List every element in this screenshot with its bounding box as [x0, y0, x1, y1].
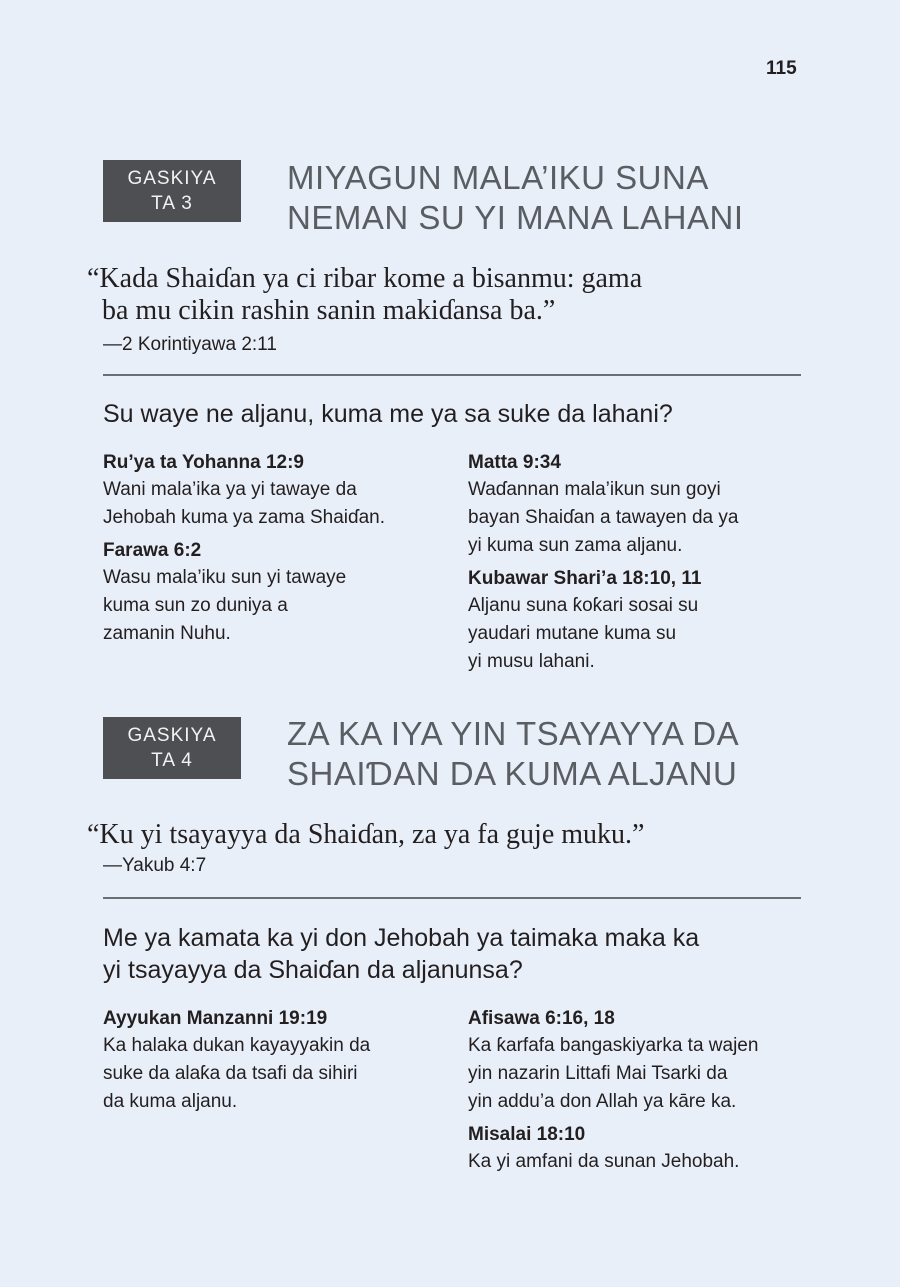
summary-line: bayan Shaiɗan a tawayen da ya: [468, 507, 739, 528]
badge-label: GASKIYA: [127, 168, 217, 189]
summary-line: zamanin Nuhu.: [103, 623, 231, 644]
scripture-reference: [103, 538, 433, 648]
reference-title[interactable]: Farawa 6:2: [103, 540, 202, 561]
study-question: [103, 398, 803, 430]
references-left-column: [103, 1006, 433, 1122]
scripture-reference: [468, 1006, 798, 1116]
reference-summary: [103, 476, 433, 532]
summary-line: Wasu mala’iku sun yi tawaye: [103, 567, 347, 588]
heading-line-2: NEMAN SU YI MANA LAHANI: [287, 199, 744, 236]
reference-title[interactable]: Ayyukan Manzanni 19:19: [103, 1008, 328, 1029]
quote-line-1: “Kada Shaiɗan ya ci ribar kome a bisanmu: gama: [87, 263, 643, 294]
reference-title[interactable]: Kubawar Shari’a 18:10, 11: [468, 568, 702, 589]
reference-title[interactable]: Matta 9:34: [468, 452, 561, 473]
reference-summary: [468, 476, 798, 560]
scripture-reference: [468, 1122, 798, 1176]
quote-citation: —Yakub 4:7: [103, 855, 207, 876]
references-right-column: [468, 1006, 798, 1182]
summary-line: yin nazarin Littafi Mai Tsarki da: [468, 1063, 728, 1084]
reference-title[interactable]: Afisawa 6:16, 18: [468, 1008, 615, 1029]
summary-line: Wani mala’ika ya yi tawaye da: [103, 479, 357, 500]
question-line-1: Su waye ne aljanu, kuma me ya sa suke da lahani?: [103, 400, 673, 428]
section-divider: [103, 897, 801, 899]
reference-summary: [103, 564, 433, 648]
summary-line: Aljanu suna ƙoƙari sosai su: [468, 595, 699, 616]
reference-title[interactable]: Misalai 18:10: [468, 1124, 586, 1145]
question-line-1: Me ya kamata ka yi don Jehobah ya taimaka maka ka: [103, 924, 700, 952]
scripture-reference: [103, 1006, 433, 1116]
summary-line: kuma sun zo duniya a: [103, 595, 288, 616]
reference-summary: [468, 592, 798, 676]
summary-line: suke da alaƙa da tsafi da sihiri: [103, 1063, 358, 1084]
references-right-column: [468, 450, 798, 682]
scripture-quote: [87, 819, 807, 851]
summary-line: da kuma aljanu.: [103, 1091, 238, 1112]
badge-label: GASKIYA: [127, 725, 217, 746]
scripture-quote: [87, 263, 807, 327]
truth-badge: [103, 160, 241, 222]
reference-title[interactable]: Ru’ya ta Yohanna 12:9: [103, 452, 304, 473]
badge-number: TA 4: [151, 750, 193, 771]
scripture-reference: [468, 566, 798, 676]
section-divider: [103, 374, 801, 376]
section-heading: [287, 714, 739, 794]
summary-line: Ka halaka dukan kayayyakin da: [103, 1035, 371, 1056]
references-left-column: [103, 450, 433, 654]
question-line-2: yi tsayayya da Shaiɗan da aljanunsa?: [103, 956, 523, 984]
scripture-reference: [468, 450, 798, 560]
quote-line-1: “Ku yi tsayayya da Shaiɗan, za ya fa guje muku.”: [87, 819, 645, 850]
reference-summary: [103, 1032, 433, 1116]
page-number: 115: [766, 58, 797, 79]
reference-summary: [468, 1032, 798, 1116]
summary-line: Jehobah kuma ya zama Shaiɗan.: [103, 507, 386, 528]
badge-number: TA 3: [151, 193, 193, 214]
heading-line-1: MIYAGUN MALA’IKU SUNA: [287, 159, 709, 196]
summary-line: Ka ƙarfafa bangaskiyarka ta wajen: [468, 1035, 759, 1056]
summary-line: yi musu lahani.: [468, 651, 595, 672]
heading-line-2: SHAIƊAN DA KUMA ALJANU: [287, 755, 738, 792]
summary-line: yin addu’a don Allah ya kāre ka.: [468, 1091, 737, 1112]
study-question: [103, 922, 803, 986]
summary-line: Waɗannan mala’ikun sun goyi: [468, 479, 721, 500]
heading-line-1: ZA KA IYA YIN TSAYAYYA DA: [287, 715, 740, 752]
quote-line-2: ba mu cikin rashin sanin makiɗansa ba.”: [102, 295, 556, 326]
summary-line: Ka yi amfani da sunan Jehobah.: [468, 1151, 740, 1172]
truth-badge: [103, 717, 241, 779]
quote-citation: —2 Korintiyawa 2:11: [103, 334, 277, 355]
section-heading: [287, 158, 744, 238]
summary-line: yi kuma sun zama aljanu.: [468, 535, 683, 556]
scripture-reference: [103, 450, 433, 532]
summary-line: yaudari mutane kuma su: [468, 623, 677, 644]
reference-summary: [468, 1148, 798, 1176]
